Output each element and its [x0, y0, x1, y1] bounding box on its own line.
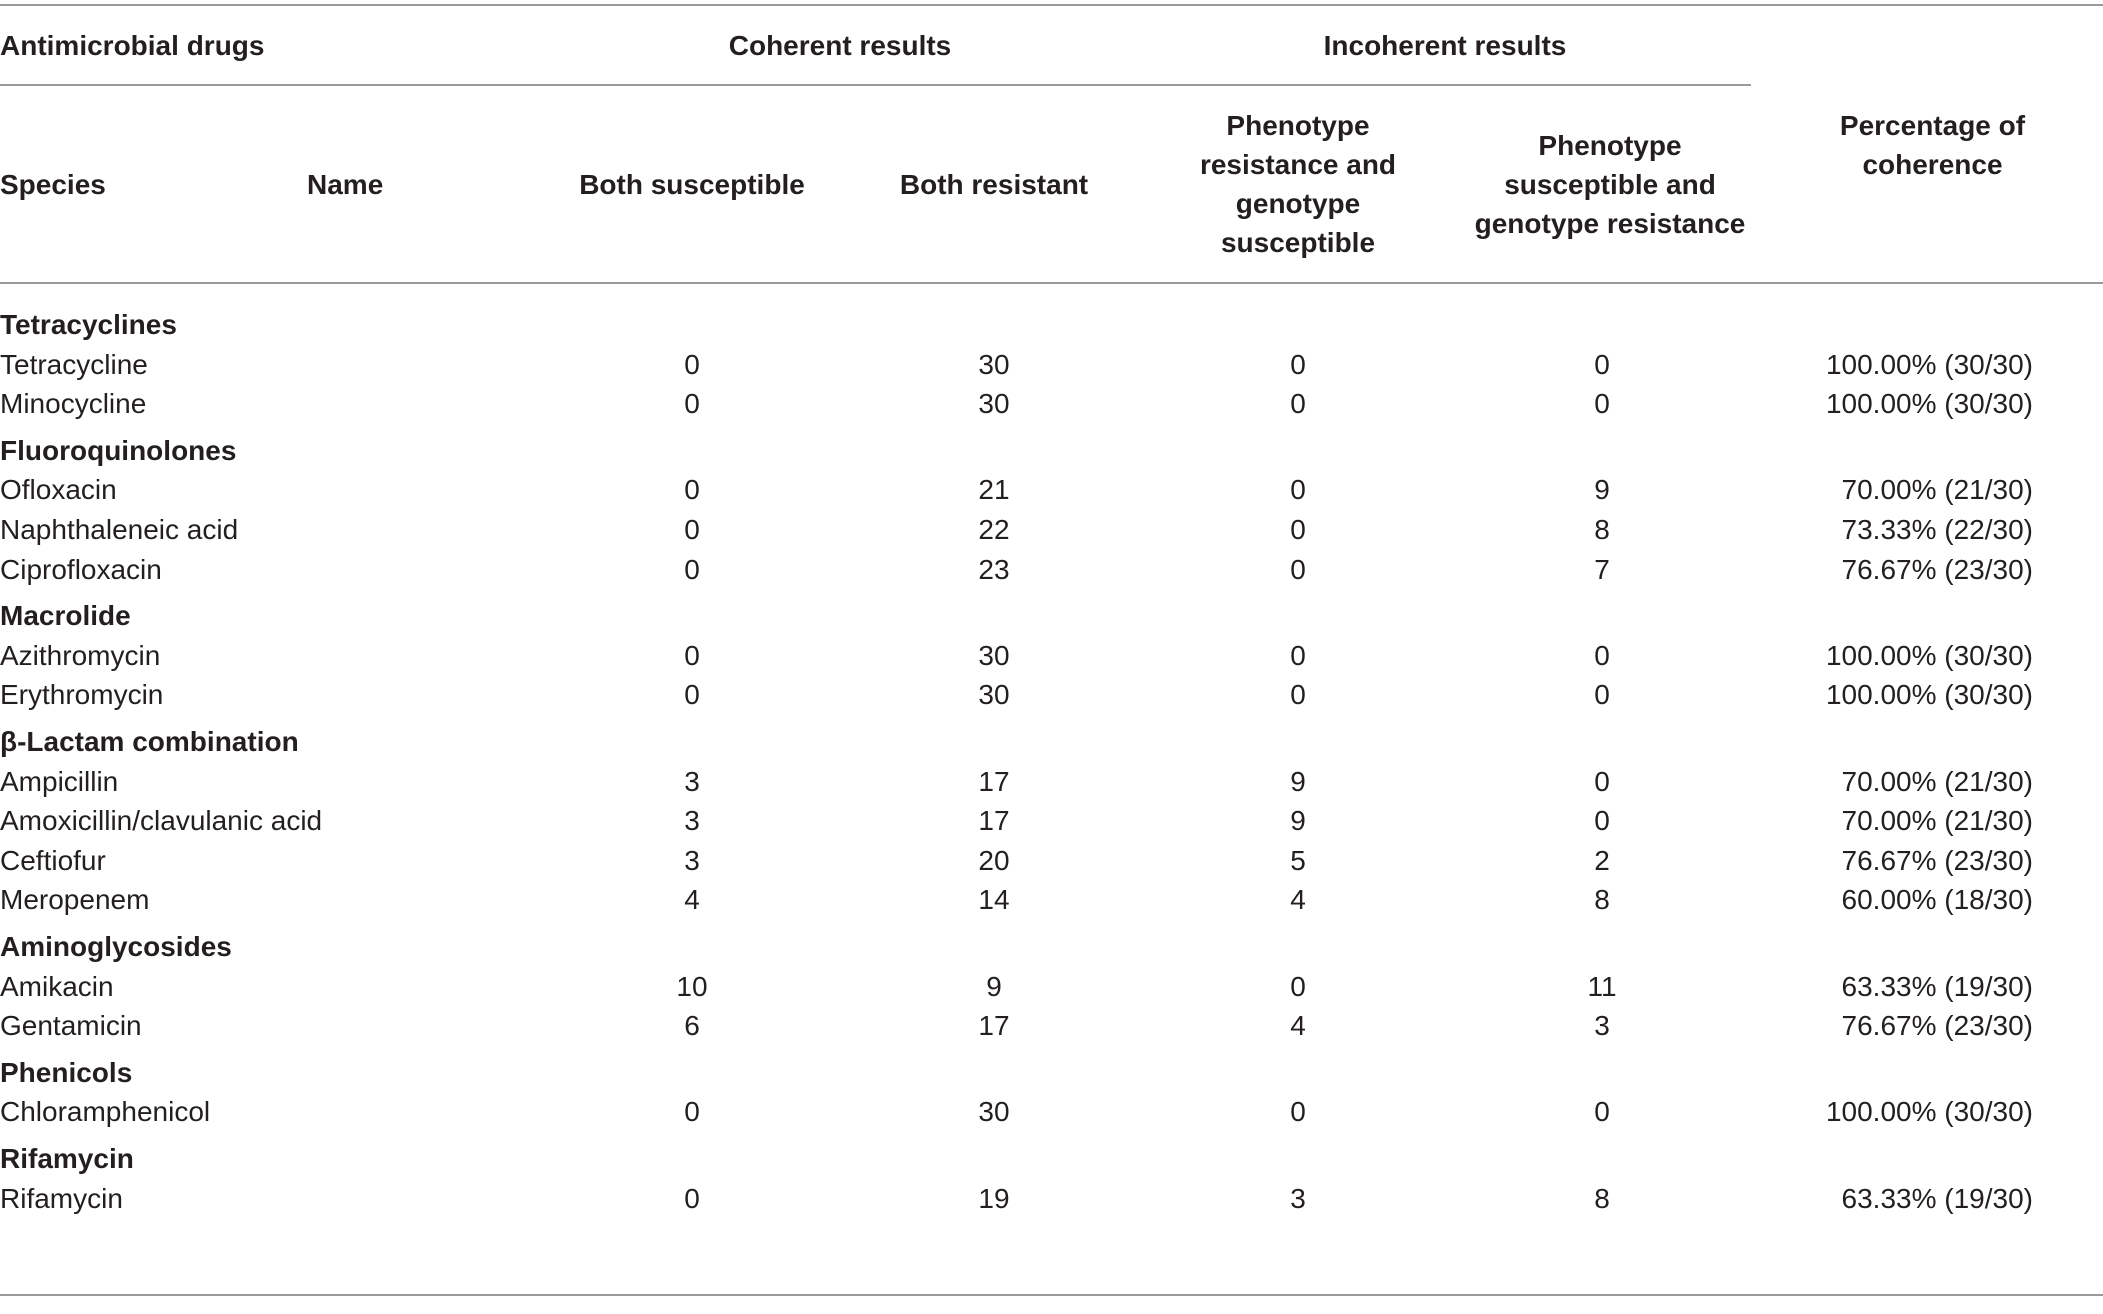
header-both-resistant: Both resistant — [899, 169, 1089, 200]
cell-both-resistant: 23 — [978, 553, 1010, 585]
cell-pheno-sus-geno-res: 8 — [1594, 884, 1610, 916]
cell-both-susceptible: 3 — [684, 765, 700, 797]
cell-both-susceptible: 0 — [684, 348, 700, 380]
cell-both-resistant: 21 — [978, 474, 1010, 506]
cell-pheno-res-geno-sus: 0 — [1290, 970, 1306, 1002]
cell-percentage: 70.00% (21/30) — [1841, 805, 2033, 837]
cell-both-susceptible: 0 — [684, 1096, 700, 1128]
top-rule — [0, 4, 2103, 6]
header-incoherent-results: Incoherent results — [1323, 30, 1567, 61]
cell-both-susceptible: 3 — [684, 805, 700, 837]
drug-name: Erythromycin — [0, 679, 164, 711]
cell-both-susceptible: 0 — [684, 1182, 700, 1214]
cell-percentage: 76.67% (23/30) — [1841, 844, 2033, 876]
drug-name: Meropenem — [0, 884, 150, 916]
drug-name: Naphthaleneic acid — [0, 514, 239, 545]
cell-pheno-res-geno-sus: 0 — [1290, 553, 1306, 585]
header-antimicrobial-drugs: Antimicrobial drugs — [0, 30, 265, 61]
cell-both-resistant: 19 — [978, 1182, 1010, 1214]
group-heading: Phenicols — [0, 1056, 133, 1088]
cell-pheno-res-geno-sus: 0 — [1290, 514, 1306, 545]
header-pheno-susceptible-geno-resistance: Phenotype susceptible and genotype resistance — [1474, 130, 1746, 239]
cell-pheno-sus-geno-res: 0 — [1594, 805, 1610, 837]
drug-name: Azithromycin — [0, 639, 161, 671]
header-coherent-results: Coherent results — [728, 30, 952, 61]
cell-pheno-res-geno-sus: 9 — [1290, 805, 1306, 837]
group-heading: Tetracyclines — [0, 309, 177, 340]
cell-both-resistant: 30 — [978, 388, 1010, 420]
cell-pheno-res-geno-sus: 3 — [1290, 1182, 1306, 1214]
drug-name: Chloramphenicol — [0, 1096, 211, 1128]
cell-pheno-sus-geno-res: 0 — [1594, 679, 1610, 711]
drug-name: Amikacin — [0, 970, 114, 1002]
header-both-susceptible: Both susceptible — [579, 169, 805, 200]
group-heading: β-Lactam combination — [0, 726, 299, 757]
cell-pheno-res-geno-sus: 0 — [1290, 1096, 1306, 1128]
cell-percentage: 70.00% (21/30) — [1841, 765, 2033, 797]
cell-pheno-sus-geno-res: 7 — [1594, 553, 1610, 585]
cell-percentage: 100.00% (30/30) — [1825, 639, 2033, 671]
header-species: Species — [0, 169, 106, 200]
cell-both-resistant: 30 — [978, 1096, 1010, 1128]
cell-both-susceptible: 0 — [684, 388, 700, 420]
cell-pheno-sus-geno-res: 3 — [1594, 1010, 1610, 1042]
cell-percentage: 63.33% (19/30) — [1841, 970, 2033, 1002]
cell-both-susceptible: 0 — [684, 679, 700, 711]
cell-percentage: 100.00% (30/30) — [1825, 348, 2033, 380]
cell-both-susceptible: 0 — [684, 474, 700, 506]
cell-percentage: 60.00% (18/30) — [1841, 884, 2033, 916]
cell-both-susceptible: 10 — [676, 970, 708, 1002]
cell-percentage: 100.00% (30/30) — [1825, 679, 2033, 711]
group-heading: Rifamycin — [0, 1143, 134, 1174]
cell-both-susceptible: 6 — [684, 1010, 700, 1042]
cell-pheno-sus-geno-res: 8 — [1594, 1182, 1610, 1214]
cell-pheno-sus-geno-res: 0 — [1594, 388, 1610, 420]
group-header-underline — [0, 84, 1751, 86]
cell-pheno-sus-geno-res: 0 — [1594, 639, 1610, 671]
cell-both-resistant: 30 — [978, 348, 1010, 380]
cell-both-resistant: 14 — [978, 884, 1010, 916]
cell-pheno-res-geno-sus: 4 — [1290, 1010, 1306, 1042]
drug-name: Ofloxacin — [0, 474, 117, 506]
cell-both-susceptible: 0 — [684, 514, 700, 545]
cell-pheno-res-geno-sus: 5 — [1290, 844, 1306, 876]
drug-name: Ampicillin — [0, 765, 119, 797]
cell-both-resistant: 30 — [978, 639, 1010, 671]
bottom-rule — [0, 1294, 2103, 1296]
cell-percentage: 100.00% (30/30) — [1825, 388, 2033, 420]
header-name: Name — [307, 169, 384, 200]
cell-both-resistant: 17 — [978, 805, 1010, 837]
group-heading: Aminoglycosides — [0, 931, 232, 962]
cell-pheno-res-geno-sus: 9 — [1290, 765, 1306, 797]
cell-percentage: 76.67% (23/30) — [1841, 553, 2033, 585]
cell-percentage: 70.00% (21/30) — [1841, 474, 2033, 506]
header-bottom-rule — [0, 282, 2103, 284]
cell-pheno-res-geno-sus: 4 — [1290, 884, 1306, 916]
header-percentage-of-coherence: Percentage of coherence — [1839, 110, 2026, 180]
cell-both-susceptible: 3 — [684, 844, 700, 876]
group-heading: Fluoroquinolones — [0, 434, 237, 466]
cell-pheno-sus-geno-res: 0 — [1594, 348, 1610, 380]
cell-both-resistant: 20 — [978, 844, 1010, 876]
drug-name: Tetracycline — [0, 348, 148, 380]
cell-pheno-sus-geno-res: 8 — [1594, 514, 1610, 545]
cell-both-resistant: 30 — [978, 679, 1010, 711]
drug-name: Gentamicin — [0, 1010, 142, 1042]
cell-both-resistant: 17 — [978, 765, 1010, 797]
drug-name: Ceftiofur — [0, 844, 106, 876]
cell-pheno-sus-geno-res: 9 — [1594, 474, 1610, 506]
cell-pheno-sus-geno-res: 2 — [1594, 844, 1610, 876]
header-pheno-resistance-geno-susceptible: Phenotype resistance and genotype susceptible — [1199, 110, 1397, 258]
cell-percentage: 76.67% (23/30) — [1841, 1010, 2033, 1042]
cell-pheno-res-geno-sus: 0 — [1290, 639, 1306, 671]
cell-both-susceptible: 0 — [684, 553, 700, 585]
cell-both-susceptible: 0 — [684, 639, 700, 671]
cell-pheno-res-geno-sus: 0 — [1290, 348, 1306, 380]
drug-name: Rifamycin — [0, 1182, 123, 1214]
drug-name: Minocycline — [0, 388, 147, 420]
cell-percentage: 73.33% (22/30) — [1841, 514, 2033, 545]
drug-name: Amoxicillin/clavulanic acid — [0, 805, 323, 837]
cell-percentage: 100.00% (30/30) — [1825, 1096, 2033, 1128]
cell-percentage: 63.33% (19/30) — [1841, 1182, 2033, 1214]
cell-pheno-sus-geno-res: 0 — [1594, 1096, 1610, 1128]
group-heading: Macrolide — [0, 600, 131, 632]
cell-both-resistant: 17 — [978, 1010, 1010, 1042]
cell-pheno-res-geno-sus: 0 — [1290, 679, 1306, 711]
cell-pheno-sus-geno-res: 0 — [1594, 765, 1610, 797]
cell-pheno-sus-geno-res: 11 — [1587, 970, 1617, 1002]
cell-both-susceptible: 4 — [684, 884, 700, 916]
cell-both-resistant: 9 — [986, 970, 1002, 1002]
cell-pheno-res-geno-sus: 0 — [1290, 388, 1306, 420]
drug-name: Ciprofloxacin — [0, 553, 162, 585]
cell-pheno-res-geno-sus: 0 — [1290, 474, 1306, 506]
cell-both-resistant: 22 — [978, 514, 1010, 545]
